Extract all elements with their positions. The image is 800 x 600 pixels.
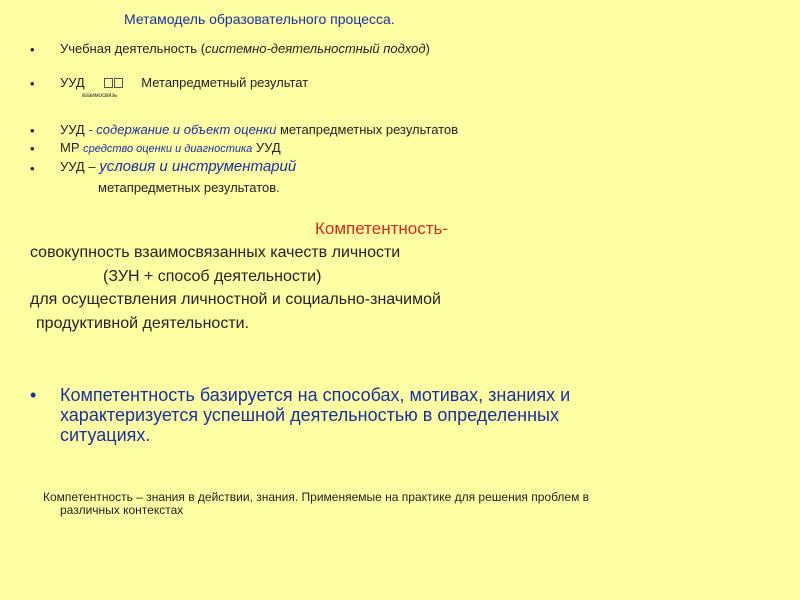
competence-basis-line-3: ситуациях. bbox=[60, 425, 151, 445]
bullet-uud-content-italic: - содержание и объект оценки bbox=[88, 122, 277, 137]
definition-line-2: (ЗУН + способ деятельности) bbox=[103, 268, 322, 285]
definition-line-1: совокупность взаимосвязанных качеств личности bbox=[30, 244, 401, 261]
bullet-mr-and: и bbox=[172, 143, 185, 155]
bullet-activity-close: ) bbox=[425, 41, 430, 56]
bullet-marker: • bbox=[30, 42, 35, 57]
bullet-marker: • bbox=[30, 76, 35, 91]
bullet-uud-conditions bbox=[60, 158, 296, 175]
bullet-uud-content-suffix: метапредметных результатов bbox=[276, 122, 459, 137]
bullet-mr-diagnostics: диагностика bbox=[184, 143, 253, 155]
definition-line-3: для осуществления личностной и социально-значимой bbox=[30, 291, 441, 308]
bullet-uud-content-prefix: УУД bbox=[60, 122, 89, 137]
definition-line-4: продуктивной деятельности. bbox=[36, 315, 250, 332]
bullet-uud-result bbox=[60, 75, 308, 90]
bullet-marker: • bbox=[30, 161, 35, 176]
bullet-mr-means: средство оценки bbox=[83, 143, 173, 155]
arrow-placeholder-icon bbox=[114, 78, 123, 88]
bullet-activity-text: Учебная деятельность ( bbox=[60, 41, 206, 56]
competence-basis-line-2: характеризуется успешной деятельностью в определенных bbox=[60, 405, 559, 425]
bullet-mr-prefix: МР bbox=[60, 140, 84, 155]
bullet-uud-conditions-italic: условия и инструментарий bbox=[99, 158, 297, 175]
bullet-mr-suffix: УУД bbox=[252, 140, 281, 155]
bullet-activity-approach: системно-деятельностный подход bbox=[205, 41, 426, 56]
slide-title: Метамодель образовательного процесса. bbox=[124, 11, 395, 27]
bullet-uud-conditions-prefix: УУД – bbox=[60, 159, 100, 174]
footer-line-1: Компетентность – знания в действии, знания. Применяемые на практике для решения проблем в bbox=[43, 490, 590, 504]
arrow-placeholder-icon bbox=[104, 78, 113, 88]
bullet-marker: • bbox=[30, 123, 35, 138]
bullet-uud-conditions-cont: метапредметных результатов. bbox=[98, 180, 280, 195]
bullet-activity bbox=[60, 41, 430, 56]
relation-caption: взаимосвязь bbox=[82, 93, 118, 99]
bullet-marker: • bbox=[30, 385, 37, 405]
bullet-marker: • bbox=[30, 141, 35, 156]
uud-label: УУД bbox=[60, 75, 85, 90]
footer-line-2: различных контекстах bbox=[60, 503, 184, 517]
metasubject-result-label: Метапредметный результат bbox=[141, 75, 309, 90]
competence-basis-line-1: Компетентность базируется на способах, мотивах, знаниях и bbox=[60, 385, 571, 405]
competence-heading: Компетентность- bbox=[315, 219, 449, 238]
bullet-mr bbox=[60, 140, 281, 155]
bullet-uud-content bbox=[60, 122, 458, 137]
